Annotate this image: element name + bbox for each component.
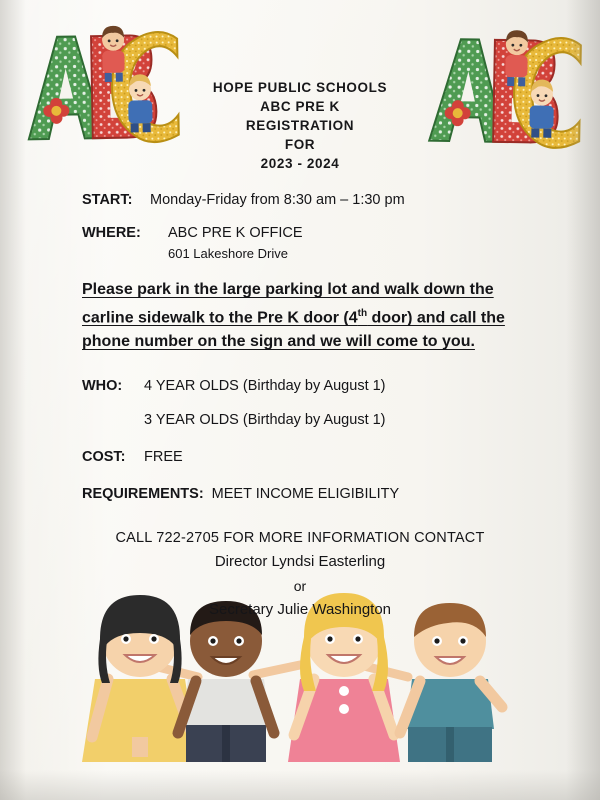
header-line-for: FOR	[284, 137, 316, 152]
who-value-3yo: 3 YEAR OLDS (Birthday by August 1)	[144, 412, 386, 429]
parking-note	[82, 278, 514, 354]
header-line-program: ABC PRE K	[260, 99, 340, 114]
who-label: WHO:	[82, 378, 123, 395]
contact-director: Director Lyndsi Easterling	[214, 553, 386, 571]
requirements-value: MEET INCOME ELIGIBILITY	[211, 486, 400, 503]
start-label: START:	[82, 192, 133, 208]
who-row-second	[144, 410, 600, 430]
parking-note-part1: Please park in the large parking lot and walk down the carline sidewalk to the Pre K door (4	[82, 281, 494, 327]
contact-secretary: Secretary Julie Washington	[208, 601, 392, 619]
header-line-school: HOPE PUBLIC SCHOOLS	[212, 80, 388, 95]
contact-block	[0, 526, 600, 622]
parking-note-superscript: th	[357, 308, 368, 319]
cost-value: FREE	[144, 449, 183, 466]
where-label: WHERE:	[82, 225, 141, 241]
who-value-4yo: 4 YEAR OLDS (Birthday by August 1)	[144, 378, 386, 395]
header-line-registration: REGISTRATION	[245, 118, 355, 133]
contact-or: or	[293, 578, 307, 595]
start-value: Monday-Friday from 8:30 am – 1:30 pm	[150, 192, 405, 208]
parking-note-part2: door) and call the phone number on the sign and we will come to you.	[82, 309, 505, 351]
flyer-header	[0, 78, 600, 173]
where-value: ABC PRE K OFFICE	[168, 225, 303, 241]
where-address: 601 Lakeshore Drive	[168, 246, 288, 261]
paper-bottom-shadow	[0, 770, 600, 800]
flyer-body	[0, 190, 600, 622]
where-row	[82, 223, 600, 243]
start-row	[82, 190, 600, 210]
header-line-year: 2023 - 2024	[260, 156, 340, 171]
requirements-label: REQUIREMENTS:	[82, 486, 204, 503]
who-row	[82, 376, 600, 396]
contact-phone-line: CALL 722-2705 FOR MORE INFORMATION CONTACT	[115, 530, 485, 547]
requirements-row	[82, 484, 600, 504]
cost-row	[82, 447, 600, 467]
cost-label: COST:	[82, 449, 126, 466]
